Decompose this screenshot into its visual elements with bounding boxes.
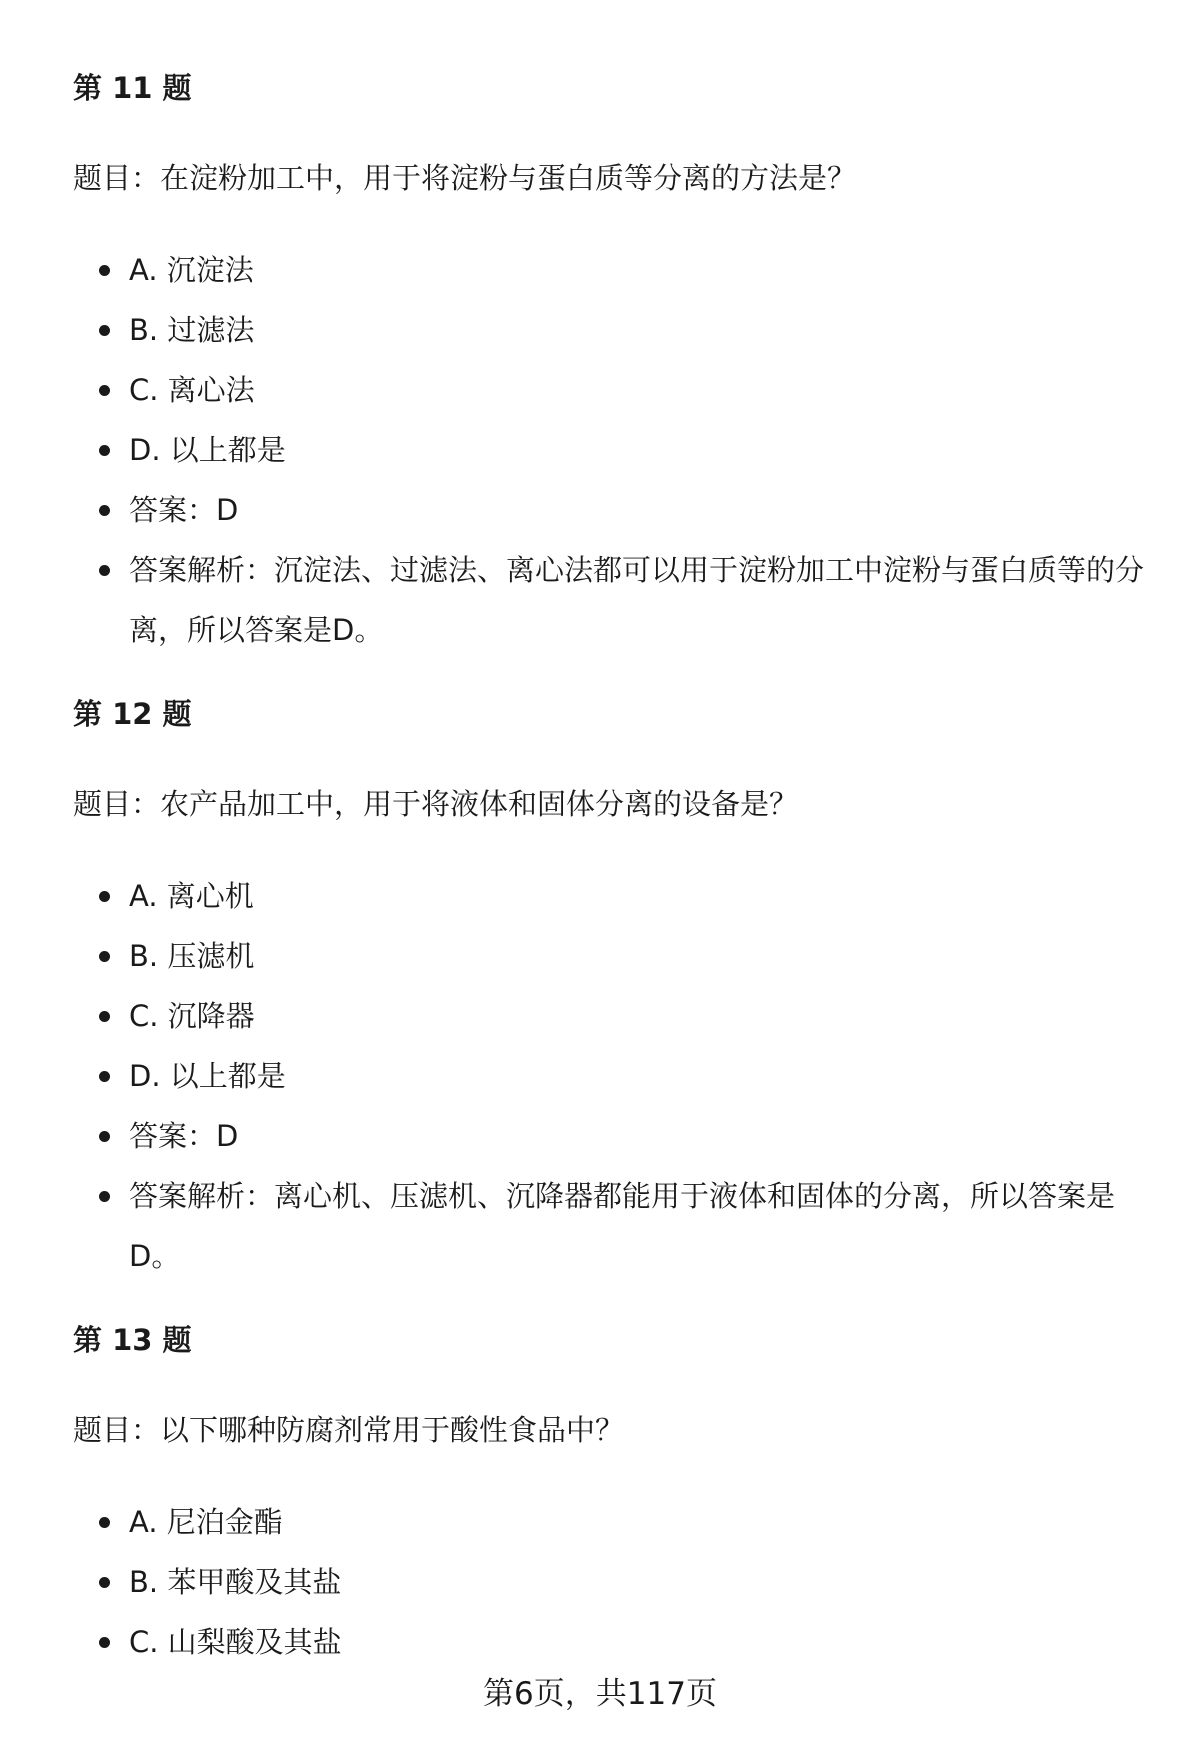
question-12 xyxy=(73,694,192,734)
bullet-icon xyxy=(99,1011,110,1022)
option-item xyxy=(73,926,1153,986)
option-item xyxy=(73,1552,1153,1612)
question-stem xyxy=(73,158,856,198)
bullet-icon xyxy=(99,1577,110,1588)
bullet-icon xyxy=(99,1071,110,1082)
bullet-icon xyxy=(99,1131,110,1142)
option-text: A. 沉淀法 xyxy=(129,253,254,287)
question-heading: 第 11 题 xyxy=(73,71,192,105)
bullet-icon xyxy=(99,1637,110,1648)
bullet-icon xyxy=(99,325,110,336)
option-item xyxy=(73,986,1153,1046)
bullet-icon xyxy=(99,385,110,396)
bullet-icon xyxy=(99,445,110,456)
bullet-icon xyxy=(99,951,110,962)
option-list xyxy=(73,1492,1153,1672)
explanation-text: 答案解析：沉淀法、过滤法、离心法都可以用于淀粉加工中淀粉与蛋白质等的分离，所以答案是D。 xyxy=(129,553,1145,647)
option-item xyxy=(73,1046,1153,1106)
page-footer xyxy=(0,1672,1200,1716)
option-text: C. 离心法 xyxy=(129,373,255,407)
explanation-item xyxy=(73,540,1153,660)
option-item xyxy=(73,1612,1153,1672)
question-11 xyxy=(73,68,192,108)
bullet-icon xyxy=(99,1517,110,1528)
option-text: A. 尼泊金酯 xyxy=(129,1505,283,1539)
option-item xyxy=(73,360,1153,420)
answer-text: 答案：D xyxy=(129,493,239,527)
question-13 xyxy=(73,1320,192,1360)
option-item xyxy=(73,420,1153,480)
explanation-item xyxy=(73,1166,1153,1286)
option-item xyxy=(73,1492,1153,1552)
question-heading: 第 13 题 xyxy=(73,1323,192,1357)
question-stem xyxy=(73,784,798,824)
question-stem-text: 题目：以下哪种防腐剂常用于酸性食品中？ xyxy=(73,1413,625,1447)
option-text: B. 过滤法 xyxy=(129,313,255,347)
option-item xyxy=(73,866,1153,926)
answer-item xyxy=(73,480,1153,540)
bullet-icon xyxy=(99,1191,110,1202)
option-text: C. 沉降器 xyxy=(129,999,255,1033)
option-item xyxy=(73,300,1153,360)
option-text: C. 山梨酸及其盐 xyxy=(129,1625,342,1659)
answer-text: 答案：D xyxy=(129,1119,239,1153)
option-text: D. 以上都是 xyxy=(129,1059,286,1093)
bullet-icon xyxy=(99,565,110,576)
option-list xyxy=(73,240,1153,660)
option-list xyxy=(73,866,1153,1286)
option-item xyxy=(73,240,1153,300)
question-stem xyxy=(73,1410,624,1450)
bullet-icon xyxy=(99,891,110,902)
bullet-icon xyxy=(99,505,110,516)
explanation-text: 答案解析：离心机、压滤机、沉降器都能用于液体和固体的分离，所以答案是D。 xyxy=(129,1179,1116,1273)
bullet-icon xyxy=(99,265,110,276)
question-heading: 第 12 题 xyxy=(73,697,192,731)
option-text: B. 苯甲酸及其盐 xyxy=(129,1565,342,1599)
answer-item xyxy=(73,1106,1153,1166)
option-text: D. 以上都是 xyxy=(129,433,286,467)
question-stem-text: 题目：农产品加工中，用于将液体和固体分离的设备是？ xyxy=(73,787,799,821)
option-text: A. 离心机 xyxy=(129,879,254,913)
page-number-label: 第6页，共117页 xyxy=(483,1676,717,1712)
option-text: B. 压滤机 xyxy=(129,939,255,973)
question-stem-text: 题目：在淀粉加工中，用于将淀粉与蛋白质等分离的方法是？ xyxy=(73,161,857,195)
